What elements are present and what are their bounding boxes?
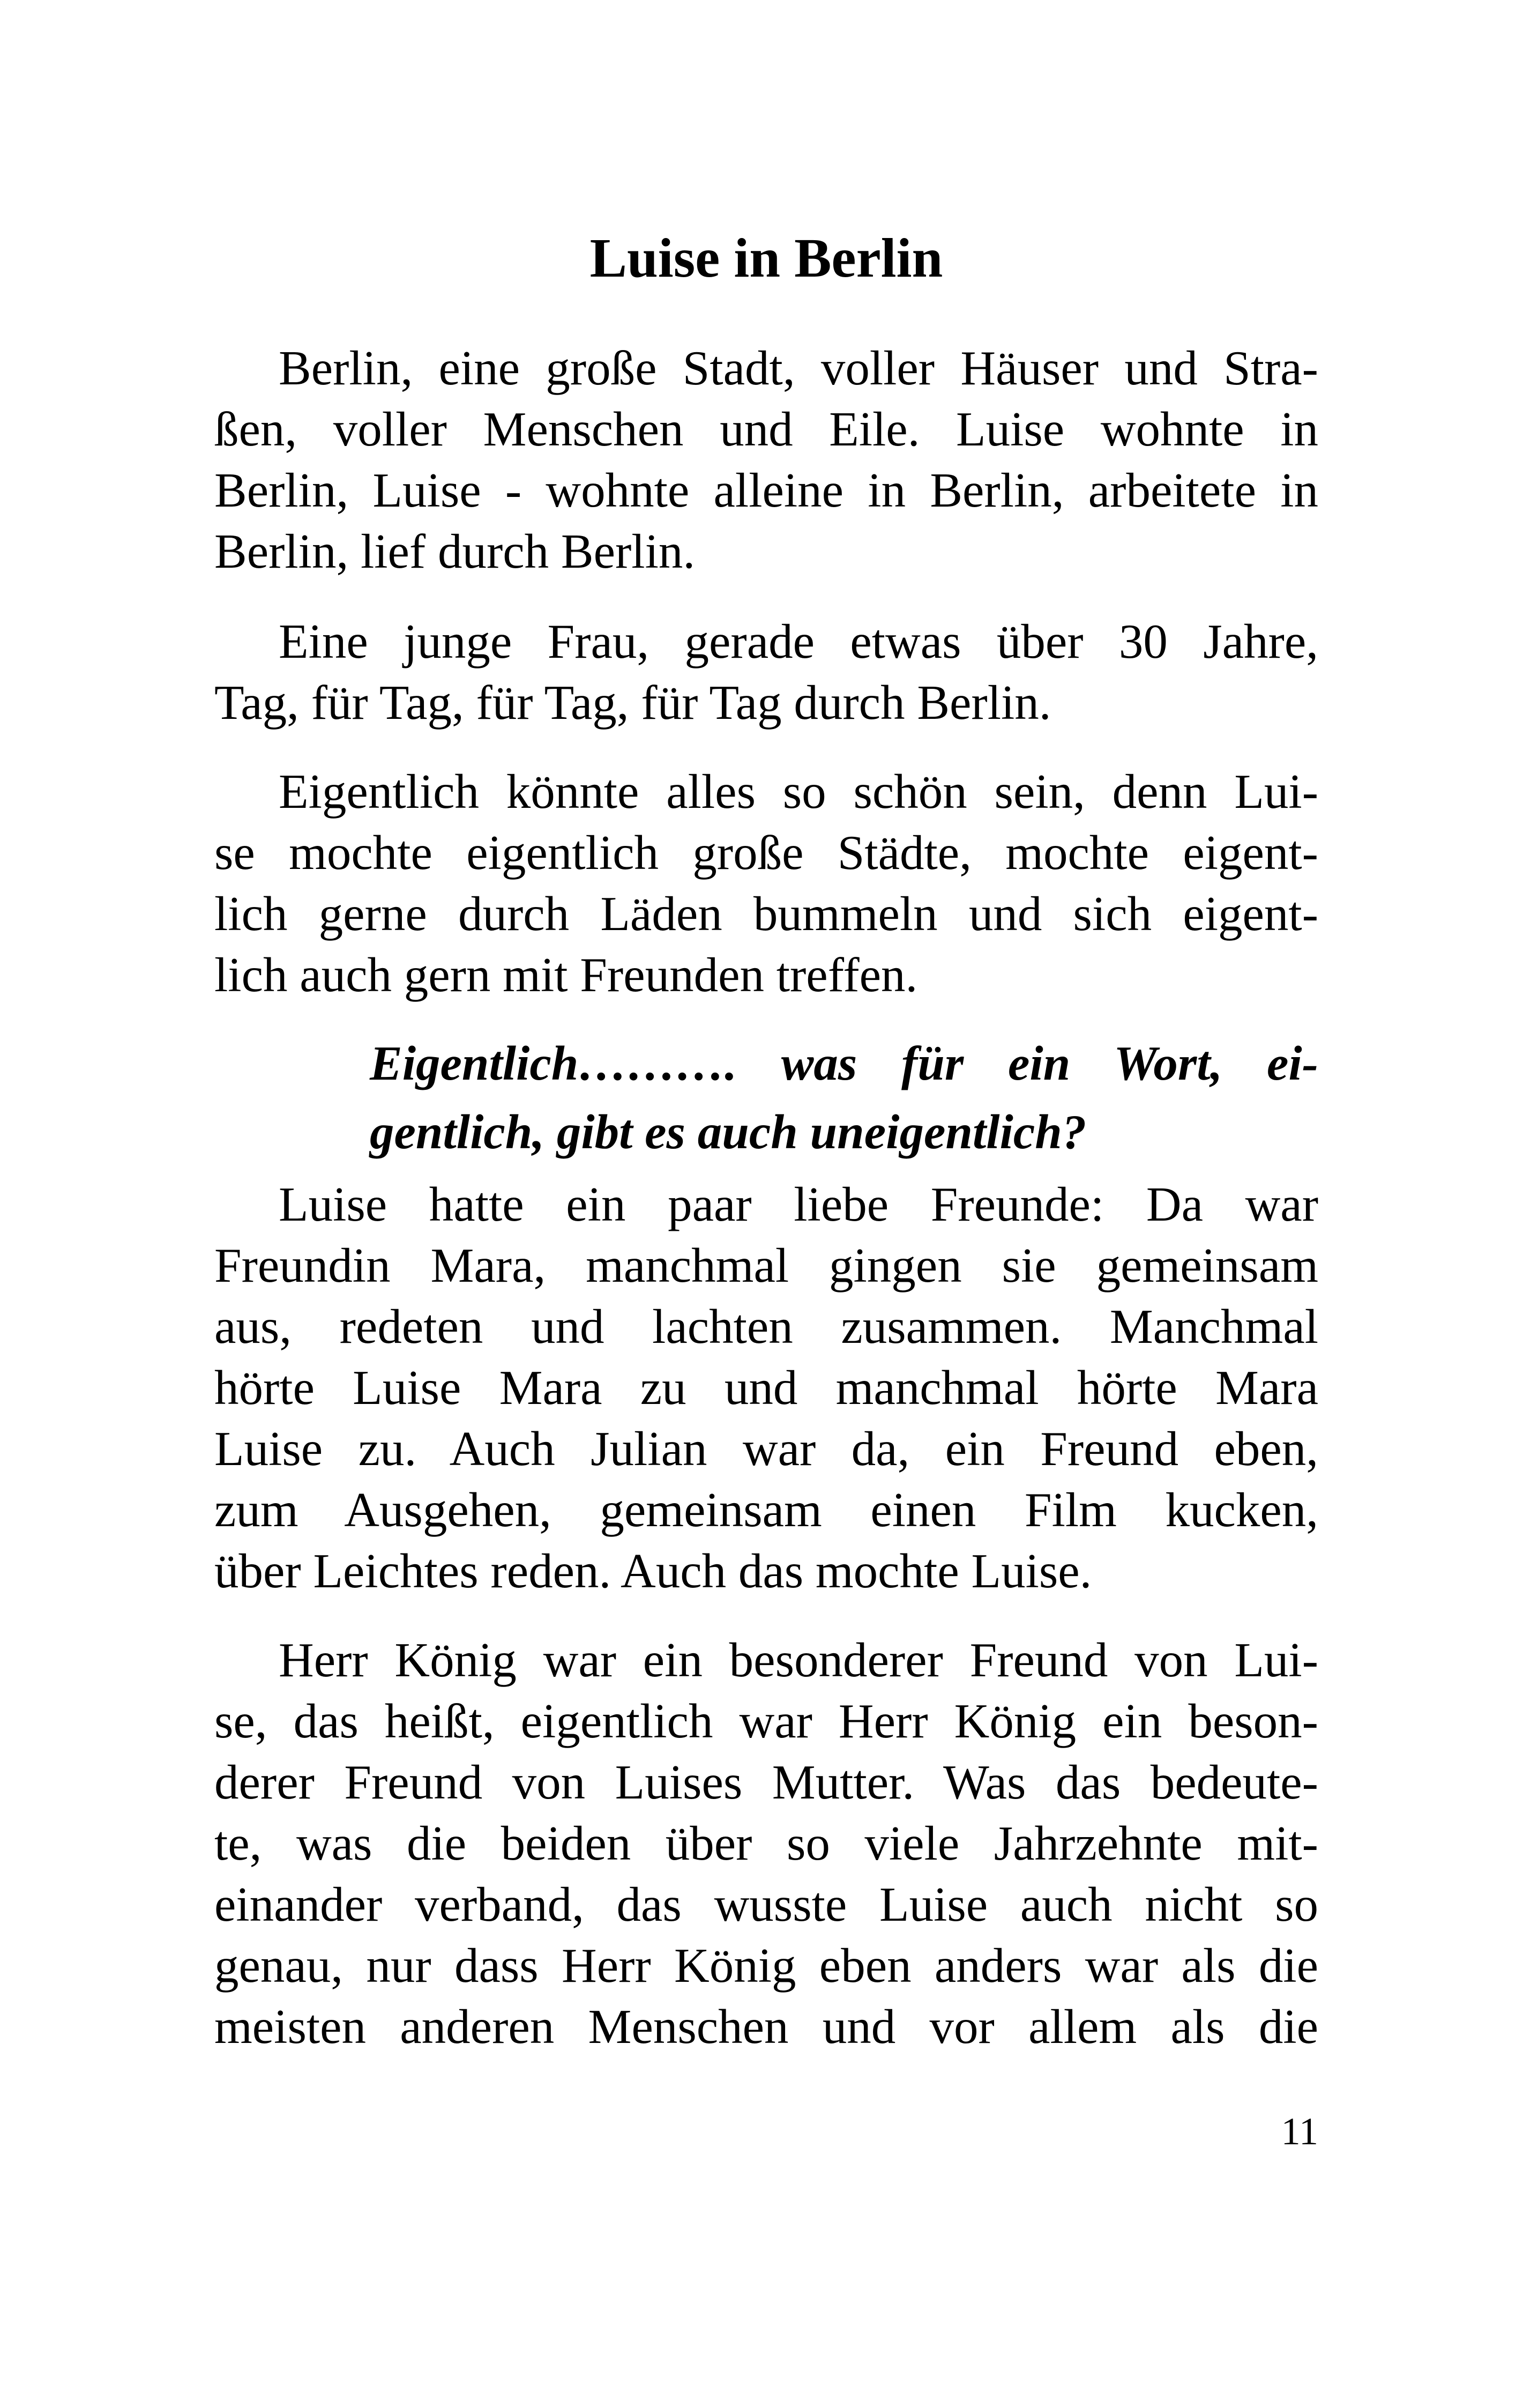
paragraph-line: Tag, für Tag, für Tag, für Tag durch Berlin. <box>214 675 1051 730</box>
paragraph-1 <box>214 338 1318 582</box>
paragraph-line: Eigentlich könnte alles so schön sein, denn Lui- <box>279 764 1318 819</box>
paragraph-line: ßen, voller Menschen und Eile. Luise wohnte in <box>214 402 1318 456</box>
chapter-title: Luise in Berlin <box>589 227 943 289</box>
paragraph-line: über Leichtes reden. Auch das mochte Luise. <box>214 1544 1092 1598</box>
quote-line: gentlich, gibt es auch uneigentlich? <box>370 1105 1087 1159</box>
paragraph-line: zum Ausgehen, gemeinsam einen Film kucken, <box>214 1483 1318 1537</box>
paragraph-line: lich auch gern mit Freunden treffen. <box>214 948 918 1002</box>
paragraph-line: aus, redeten und lachten zusammen. Manchmal <box>214 1299 1318 1354</box>
paragraph-line: Berlin, Luise - wohnte alleine in Berlin, arbeitete in <box>214 463 1318 517</box>
paragraph-5 <box>214 1630 1318 2057</box>
quote-line: Eigentlich………. was für ein Wort, ei- <box>370 1036 1318 1090</box>
paragraph-line: Berlin, eine große Stadt, voller Häuser und Stra- <box>279 341 1318 395</box>
paragraph-line: einander verband, das wusste Luise auch nicht so <box>214 1877 1318 1931</box>
paragraph-line: genau, nur dass Herr König eben anders war als die <box>214 1938 1318 1993</box>
paragraph-line: Freundin Mara, manchmal gingen sie gemeinsam <box>214 1238 1318 1292</box>
paragraph-line: se, das heißt, eigentlich war Herr König ein beson- <box>214 1694 1318 1748</box>
paragraph-3 <box>214 761 1318 1006</box>
paragraph-2 <box>214 611 1318 733</box>
paragraph-line: se mochte eigentlich große Städte, mochte eigent- <box>214 826 1318 880</box>
paragraph-line: te, was die beiden über so viele Jahrzehnte mit- <box>214 1816 1318 1870</box>
paragraph-line: Herr König war ein besonderer Freund von Lui- <box>279 1633 1318 1687</box>
paragraph-line: Eine junge Frau, gerade etwas über 30 Jahre, <box>279 614 1318 668</box>
paragraph-4 <box>214 1174 1318 1602</box>
page-number: 11 <box>1281 2110 1318 2153</box>
emphasized-quote <box>370 1029 1318 1166</box>
paragraph-line: derer Freund von Luises Mutter. Was das bedeute- <box>214 1755 1318 1809</box>
paragraph-line: Luise zu. Auch Julian war da, ein Freund eben, <box>214 1422 1318 1476</box>
paragraph-line: hörte Luise Mara zu und manchmal hörte Mara <box>214 1361 1318 1415</box>
paragraph-line: Berlin, lief durch Berlin. <box>214 524 696 578</box>
paragraph-line: Luise hatte ein paar liebe Freunde: Da war <box>279 1177 1318 1231</box>
paragraph-line: lich gerne durch Läden bummeln und sich eigent- <box>214 887 1318 941</box>
paragraph-line: meisten anderen Menschen und vor allem als die <box>214 2000 1318 2054</box>
